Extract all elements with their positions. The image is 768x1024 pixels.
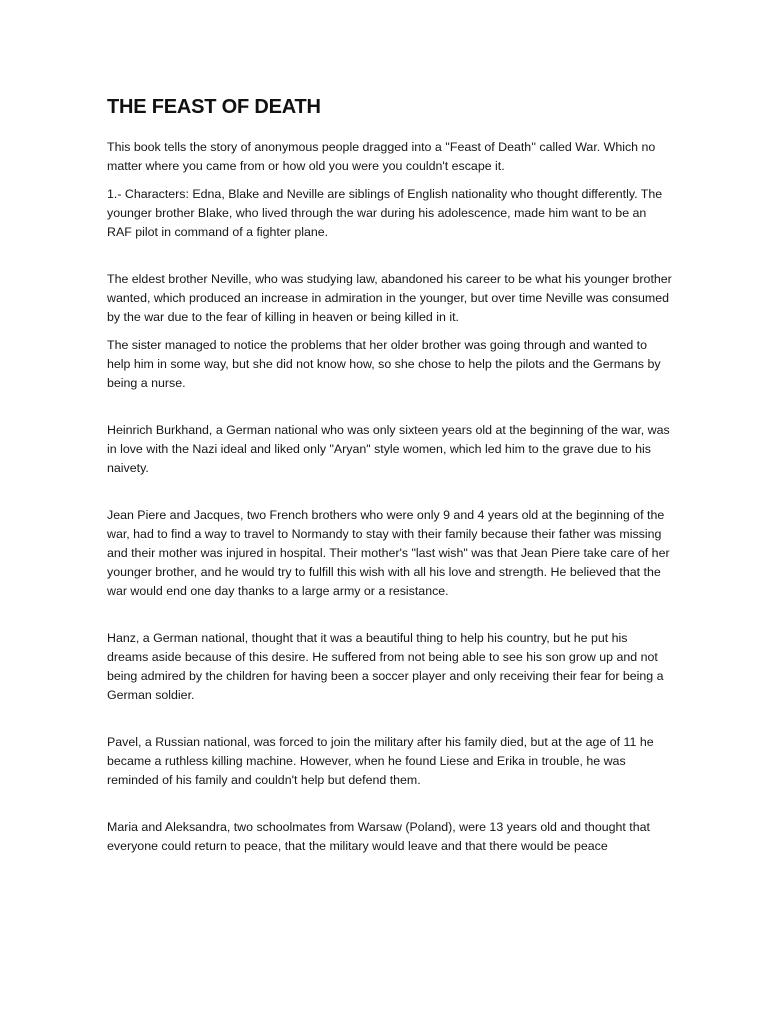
paragraph-neville: The eldest brother Neville, who was studying law, abandoned his career to be what his younger brother wanted, which produced an increase in admiration in the younger, but over time Neville was consumed by the war due to the fear of killing in heaven or being killed in it.	[107, 272, 672, 324]
paragraph-intro: This book tells the story of anonymous people dragged into a ''Feast of Death'' called War. Which no matter where you came from or how old you were you couldn't escape it.	[107, 140, 656, 173]
paragraph-maria-aleksandra: Maria and Aleksandra, two schoolmates from Warsaw (Poland), were 13 years old and thought that everyone could return to peace, that the military would leave and that there would be peace	[107, 820, 650, 853]
paragraph-characters: 1.- Characters: Edna, Blake and Neville are siblings of English nationality who thought differently. The younger brother Blake, who lived through the war during his adolescence, made him want to be an RAF pilot in command of a fighter plane.	[107, 187, 663, 239]
paragraph-hanz: Hanz, a German national, thought that it was a beautiful thing to help his country, but he put his dreams aside because of this desire. He suffered from not being able to see his son grow up and not being admired by the children for having been a soccer player and only receiving their fear for being a German soldier.	[107, 631, 664, 702]
paragraph-pavel: Pavel, a Russian national, was forced to join the military after his family died, but at the age of 11 he became a ruthless killing machine. However, when he found Liese and Erika in trouble, he was reminded of his family and couldn't help but defend them.	[107, 735, 654, 787]
paragraph-jean-piere: Jean Piere and Jacques, two French brothers who were only 9 and 4 years old at the beginning of the war, had to find a way to travel to Normandy to stay with their family because their father was missing and their mother was injured in hospital. Their mother's "last wish" was that Jean Piere take care of her younger brother, and he would try to fulfill this wish with all his love and strength. He believed that the war would end one day thanks to a large army or a resistance.	[107, 508, 670, 598]
document-title: THE FEAST OF DEATH	[107, 96, 321, 118]
paragraph-edna: The sister managed to notice the problems that her older brother was going through and wanted to help him in some way, but she did not know how, so she chose to help the pilots and the Germans by being a nurse.	[107, 338, 661, 390]
paragraph-heinrich: Heinrich Burkhand, a German national who was only sixteen years old at the beginning of the war, was in love with the Nazi ideal and liked only "Aryan" style women, which led him to the grave due to his naivety.	[107, 423, 670, 475]
